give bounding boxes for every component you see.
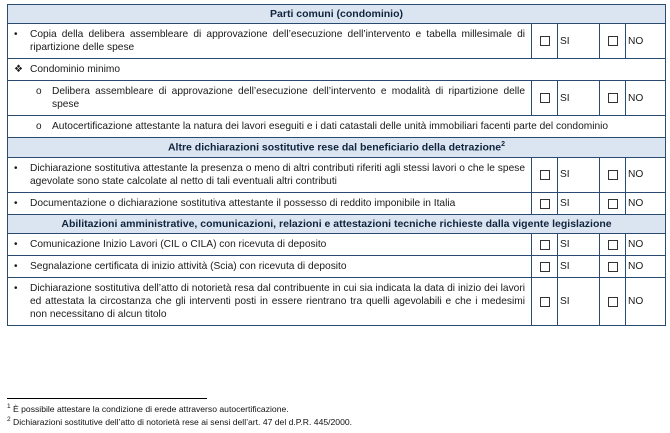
label-si: SI	[558, 233, 600, 255]
label-no: NO	[626, 233, 666, 255]
checkbox-si-cell[interactable]	[532, 192, 558, 214]
section-header-row	[8, 5, 666, 24]
item-label: Documentazione o dichiarazione sostitutiva attestante il possesso di reddito imponibile in Italia	[30, 197, 456, 209]
checkbox-si[interactable]	[540, 36, 550, 46]
table-row	[8, 255, 666, 277]
item-text-cell	[8, 192, 532, 214]
table-row	[8, 24, 666, 59]
bullet-icon: •	[14, 197, 18, 209]
label-si: SI	[558, 157, 600, 192]
checkbox-si[interactable]	[540, 297, 550, 307]
checkbox-no[interactable]	[608, 36, 618, 46]
section-title-parti-comuni	[8, 5, 666, 24]
checkbox-si-cell[interactable]	[532, 278, 558, 326]
checkbox-si[interactable]	[540, 262, 550, 272]
label-no: NO	[626, 255, 666, 277]
checkbox-no[interactable]	[608, 240, 618, 250]
checkbox-si-cell[interactable]	[532, 157, 558, 192]
checkbox-si-cell[interactable]	[532, 24, 558, 59]
footnote-separator	[7, 398, 207, 399]
item-label: Copia della delibera assembleare di approvazione dell’esecuzione dell’intervento e tabella millesimale di ripartizione delle spese	[30, 29, 525, 54]
label-si: SI	[558, 278, 600, 326]
item-text-cell	[8, 157, 532, 192]
section-header-row	[8, 214, 666, 233]
diamond-bullet-icon: ❖	[14, 64, 23, 76]
item-text-cell	[8, 116, 666, 138]
footnote-1-text: È possibile attestare la condizione di erede attraverso autocertificazione.	[10, 403, 289, 414]
label-no: NO	[626, 278, 666, 326]
item-text-cell	[8, 24, 532, 59]
item-label: Delibera assembleare di approvazione dell’esecuzione dell’intervento e modalità di ripartizione delle spese	[52, 86, 525, 111]
item-text-cell	[8, 278, 532, 326]
bullet-icon: •	[14, 162, 18, 174]
checkbox-si-cell[interactable]	[532, 233, 558, 255]
item-text-cell	[8, 81, 532, 116]
section-title-text: Abilitazioni amministrative, comunicazioni, relazioni e attestazioni tecniche richieste dalla vigente legislazione	[61, 217, 612, 230]
checkbox-no[interactable]	[608, 170, 618, 180]
checkbox-si[interactable]	[540, 170, 550, 180]
item-label: Comunicazione Inizio Lavori (CIL o CILA) con ricevuta di deposito	[30, 238, 327, 250]
checkbox-no-cell[interactable]	[600, 81, 626, 116]
footnote-2	[7, 415, 647, 429]
section-title-abilitazioni	[8, 214, 666, 233]
label-no: NO	[626, 24, 666, 59]
checklist-table	[7, 4, 666, 326]
table-row	[8, 278, 666, 326]
footnote-2-marker: 2	[7, 416, 11, 424]
footnotes	[7, 398, 647, 430]
label-si: SI	[558, 81, 600, 116]
checkbox-no-cell[interactable]	[600, 233, 626, 255]
footnote-1-marker: 1	[7, 402, 11, 410]
label-si: SI	[558, 255, 600, 277]
checkbox-no-cell[interactable]	[600, 24, 626, 59]
checkbox-no[interactable]	[608, 262, 618, 272]
checkbox-si[interactable]	[540, 93, 550, 103]
checkbox-no[interactable]	[608, 93, 618, 103]
checkbox-no-cell[interactable]	[600, 157, 626, 192]
item-label: Autocertificazione attestante la natura dei lavori eseguiti e i dati catastali delle unità immobiliari facenti parte del condominio	[52, 121, 609, 133]
bullet-icon: •	[14, 238, 18, 250]
circle-bullet-icon: o	[36, 121, 42, 133]
checkbox-no-cell[interactable]	[600, 255, 626, 277]
item-text-cell-condominio-minimo	[8, 59, 666, 81]
footnote-marker: 2	[501, 141, 506, 149]
item-label: Segnalazione certificata di inizio attività (Scia) con ricevuta di deposito	[30, 260, 347, 272]
checkbox-no-cell[interactable]	[600, 278, 626, 326]
bullet-icon: •	[14, 29, 18, 40]
table-row	[8, 59, 666, 81]
checkbox-si-cell[interactable]	[532, 255, 558, 277]
checkbox-si[interactable]	[540, 199, 550, 209]
section-title-altre-dichiarazioni	[8, 138, 666, 158]
table-row	[8, 157, 666, 192]
table-row	[8, 192, 666, 214]
label-no: NO	[626, 81, 666, 116]
bullet-icon: •	[14, 260, 18, 272]
item-label: Dichiarazione sostitutiva attestante la presenza o meno di altri contributi riferiti agli stessi lavori o che le spese agevolate sono state calcolate al netto di tali eventuali altri contributi	[30, 162, 525, 187]
item-label: Condominio minimo	[30, 64, 121, 76]
bullet-icon: •	[14, 283, 18, 295]
checkbox-si[interactable]	[540, 240, 550, 250]
circle-bullet-icon: o	[36, 86, 42, 98]
item-label: Dichiarazione sostitutiva dell’atto di notorietà resa dal contribuente in cui sia indicata la data di inizio dei lavori ed attestata la circostanza che gli interventi posti in essere rientrano tra quelli agevolabili e che i medesimi non necessitano di alcun titolo	[30, 283, 525, 321]
label-no: NO	[626, 157, 666, 192]
item-text-cell	[8, 233, 532, 255]
checkbox-no[interactable]	[608, 297, 618, 307]
label-si: SI	[558, 192, 600, 214]
checkbox-no[interactable]	[608, 199, 618, 209]
footnote-1	[7, 402, 647, 416]
section-title-text: Parti comuni (condominio)	[270, 8, 404, 20]
item-text-cell	[8, 255, 532, 277]
label-si: SI	[558, 24, 600, 59]
table-row	[8, 81, 666, 116]
checkbox-no-cell[interactable]	[600, 192, 626, 214]
table-row	[8, 233, 666, 255]
footnote-2-text: Dichiarazioni sostitutive dell’atto di notorietà rese ai sensi dell’art. 47 del d.P.R. 445/2000.	[10, 417, 353, 428]
section-title-text: Altre dichiarazioni sostitutive rese dal beneficiario della detrazione	[167, 141, 502, 154]
checkbox-si-cell[interactable]	[532, 81, 558, 116]
table-row	[8, 116, 666, 138]
label-no: NO	[626, 192, 666, 214]
section-header-row	[8, 138, 666, 158]
